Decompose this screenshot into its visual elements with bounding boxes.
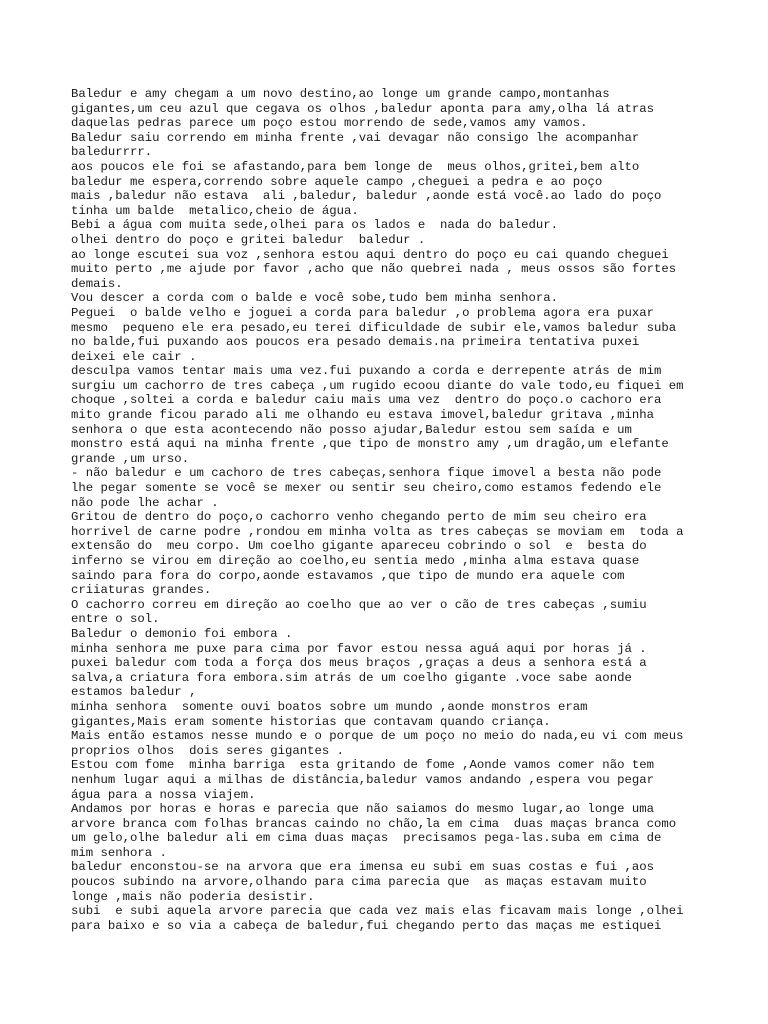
text-line: gigantes,um ceu azul que cegava os olhos ,baledur aponta para amy,olha lá atras — [71, 101, 654, 116]
text-line: Baledur o demonio foi embora . — [71, 626, 293, 641]
text-line: daquelas pedras parece um poço estou morrendo de sede,vamos amy vamos. — [71, 116, 588, 131]
text-line: monstro está aqui na minha frente ,que tipo de monstro amy ,um dragão,um elefante — [71, 437, 669, 452]
text-line: tinha um balde metalico,cheio de água. — [71, 203, 359, 218]
text-line: estamos baledur , — [71, 685, 197, 700]
text-line: - não baledur e um cachoro de tres cabeças,senhora fique imovel a besta não pode — [71, 466, 662, 481]
text-line: surgiu um cachorro de tres cabeça ,um rugido ecoou diante do vale todo,eu fiquei em — [71, 378, 684, 393]
text-line: O cachorro correu em direção ao coelho que ao ver o cão de tres cabeças ,sumiu — [71, 597, 647, 612]
text-line: nenhum lugar aqui a milhas de distância,baledur vamos andando ,espera vou pegar — [71, 772, 654, 787]
text-line: Bebi a água com muita sede,olhei para os lados e nada do baledur. — [71, 218, 559, 233]
text-line: entre o sol. — [71, 612, 160, 627]
story-text — [71, 87, 761, 933]
text-line: longe ,mais não poderia desistir. — [71, 889, 315, 904]
text-line: proprios olhos dois seres gigantes . — [71, 743, 345, 758]
text-line: gigantes,Mais eram somente historias que contavam quando criança. — [71, 714, 551, 729]
text-line: extensão do meu corpo. Um coelho gigante apareceu cobrindo o sol e besta do — [71, 539, 647, 554]
text-line: Peguei o balde velho e joguei a corda para baledur ,o problema agora era puxar — [71, 305, 654, 320]
text-line: subi e subi aquela arvore parecia que cada vez mais elas ficavam mais longe ,olhei — [71, 904, 684, 919]
text-line: muito perto ,me ajude por favor ,acho que não quebrei nada , meus ossos são fortes — [71, 262, 677, 277]
text-line: baledur enconstou-se na arvora que era imensa eu subi em suas costas e fui ,aos — [71, 860, 654, 875]
text-line: Vou descer a corda com o balde e você sobe,tudo bem minha senhora. — [71, 291, 559, 306]
text-line: criiaturas grandes. — [71, 583, 212, 598]
text-line: puxei baledur com toda a força dos meus braços ,graças a deus a senhora está a — [71, 656, 647, 671]
text-line: saindo para fora do corpo,aonde estavamos ,que tipo de mundo era aquele com — [71, 568, 625, 583]
text-line: desculpa vamos tentar mais uma vez.fui puxando a corda e derrepente atrás de mim — [71, 364, 662, 379]
text-line: choque ,soltei a corda e baledur caiu mais uma vez dentro do poço.o cachoro era — [71, 393, 662, 408]
text-line: baledurrrr. — [71, 145, 153, 160]
text-line: minha senhora me puxe para cima por favor estou nessa aguá aqui por horas já . — [71, 641, 647, 656]
text-line: Baledur e amy chegam a um novo destino,ao longe um grande campo,montanhas — [71, 87, 610, 101]
text-line: horrivel de carne podre ,rondou em minha volta as tres cabeças se moviam em toda a — [71, 524, 684, 539]
text-line: mim senhora . — [71, 845, 167, 860]
text-line: mesmo pequeno ele era pesado,eu terei dificuldade de subir ele,vamos baledur suba — [71, 320, 677, 335]
text-line: deixei ele cair . — [71, 349, 197, 364]
text-line: mais ,baledur não estava ali ,baledur, baledur ,aonde está você.ao lado do poço — [71, 189, 662, 204]
text-line: arvore branca com folhas brancas caindo no chão,la em cima duas maças branca como — [71, 816, 677, 831]
text-line: olhei dentro do poço e gritei baledur baledur . — [71, 232, 426, 247]
text-line: Estou com fome minha barriga esta gritando de fome ,Aonde vamos comer não tem — [71, 758, 654, 773]
text-line: no balde,fui puxando aos poucos era pesado demais.na primeira tentativa puxei — [71, 335, 640, 350]
text-line: lhe pegar somente se você se mexer ou sentir seu cheiro,como estamos fedendo ele — [71, 481, 662, 496]
text-line: Andamos por horas e horas e parecia que não saiamos do mesmo lugar,ao longe uma — [71, 802, 654, 817]
text-line: não pode lhe achar . — [71, 495, 219, 510]
text-line: baledur me espera,correndo sobre aquele campo ,cheguei a pedra e ao poço — [71, 174, 603, 189]
text-line: ao longe escutei sua voz ,senhora estou aqui dentro do poço eu cai quando cheguei — [71, 247, 669, 262]
text-line: senhora o que esta acontecendo não posso ajudar,Baledur estou sem saída e um — [71, 422, 632, 437]
text-line: Baledur saiu correndo em minha frente ,vai devagar não consigo lhe acompanhar — [71, 130, 640, 145]
text-line: grande ,um urso. — [71, 451, 190, 466]
text-line: mito grande ficou parado ali me olhando eu estava imovel,baledur gritava ,minha — [71, 408, 654, 423]
text-line: minha senhora somente ouvi boatos sobre um mundo ,aonde monstros eram — [71, 699, 588, 714]
text-line: Gritou de dentro do poço,o cachorro venho chegando perto de mim seu cheiro era — [71, 510, 647, 525]
text-line: inferno se virou em direção ao coelho,eu sentia medo ,minha alma estava quase — [71, 554, 640, 568]
text-line: demais. — [71, 276, 123, 291]
text-line: poucos subindo na arvore,olhando para cima parecia que as maças estavam muito — [71, 875, 647, 890]
text-line: Mais então estamos nesse mundo e o porque de um poço no meio do nada,eu vi com meus — [71, 729, 684, 744]
text-line: água para a nossa viajem. — [71, 787, 256, 802]
text-line: aos poucos ele foi se afastando,para bem longe de meus olhos,gritei,bem alto — [71, 159, 640, 174]
text-line: salva,a criatura fora embora.sim atrás de um coelho gigante .voce sabe aonde — [71, 670, 632, 685]
text-line: para baixo e so via a cabeça de baledur,fui chegando perto das maças me estiquei — [71, 918, 662, 933]
text-line: um gelo,olhe baledur ali em cima duas maças precisamos pega-las.suba em cima de — [71, 831, 662, 846]
